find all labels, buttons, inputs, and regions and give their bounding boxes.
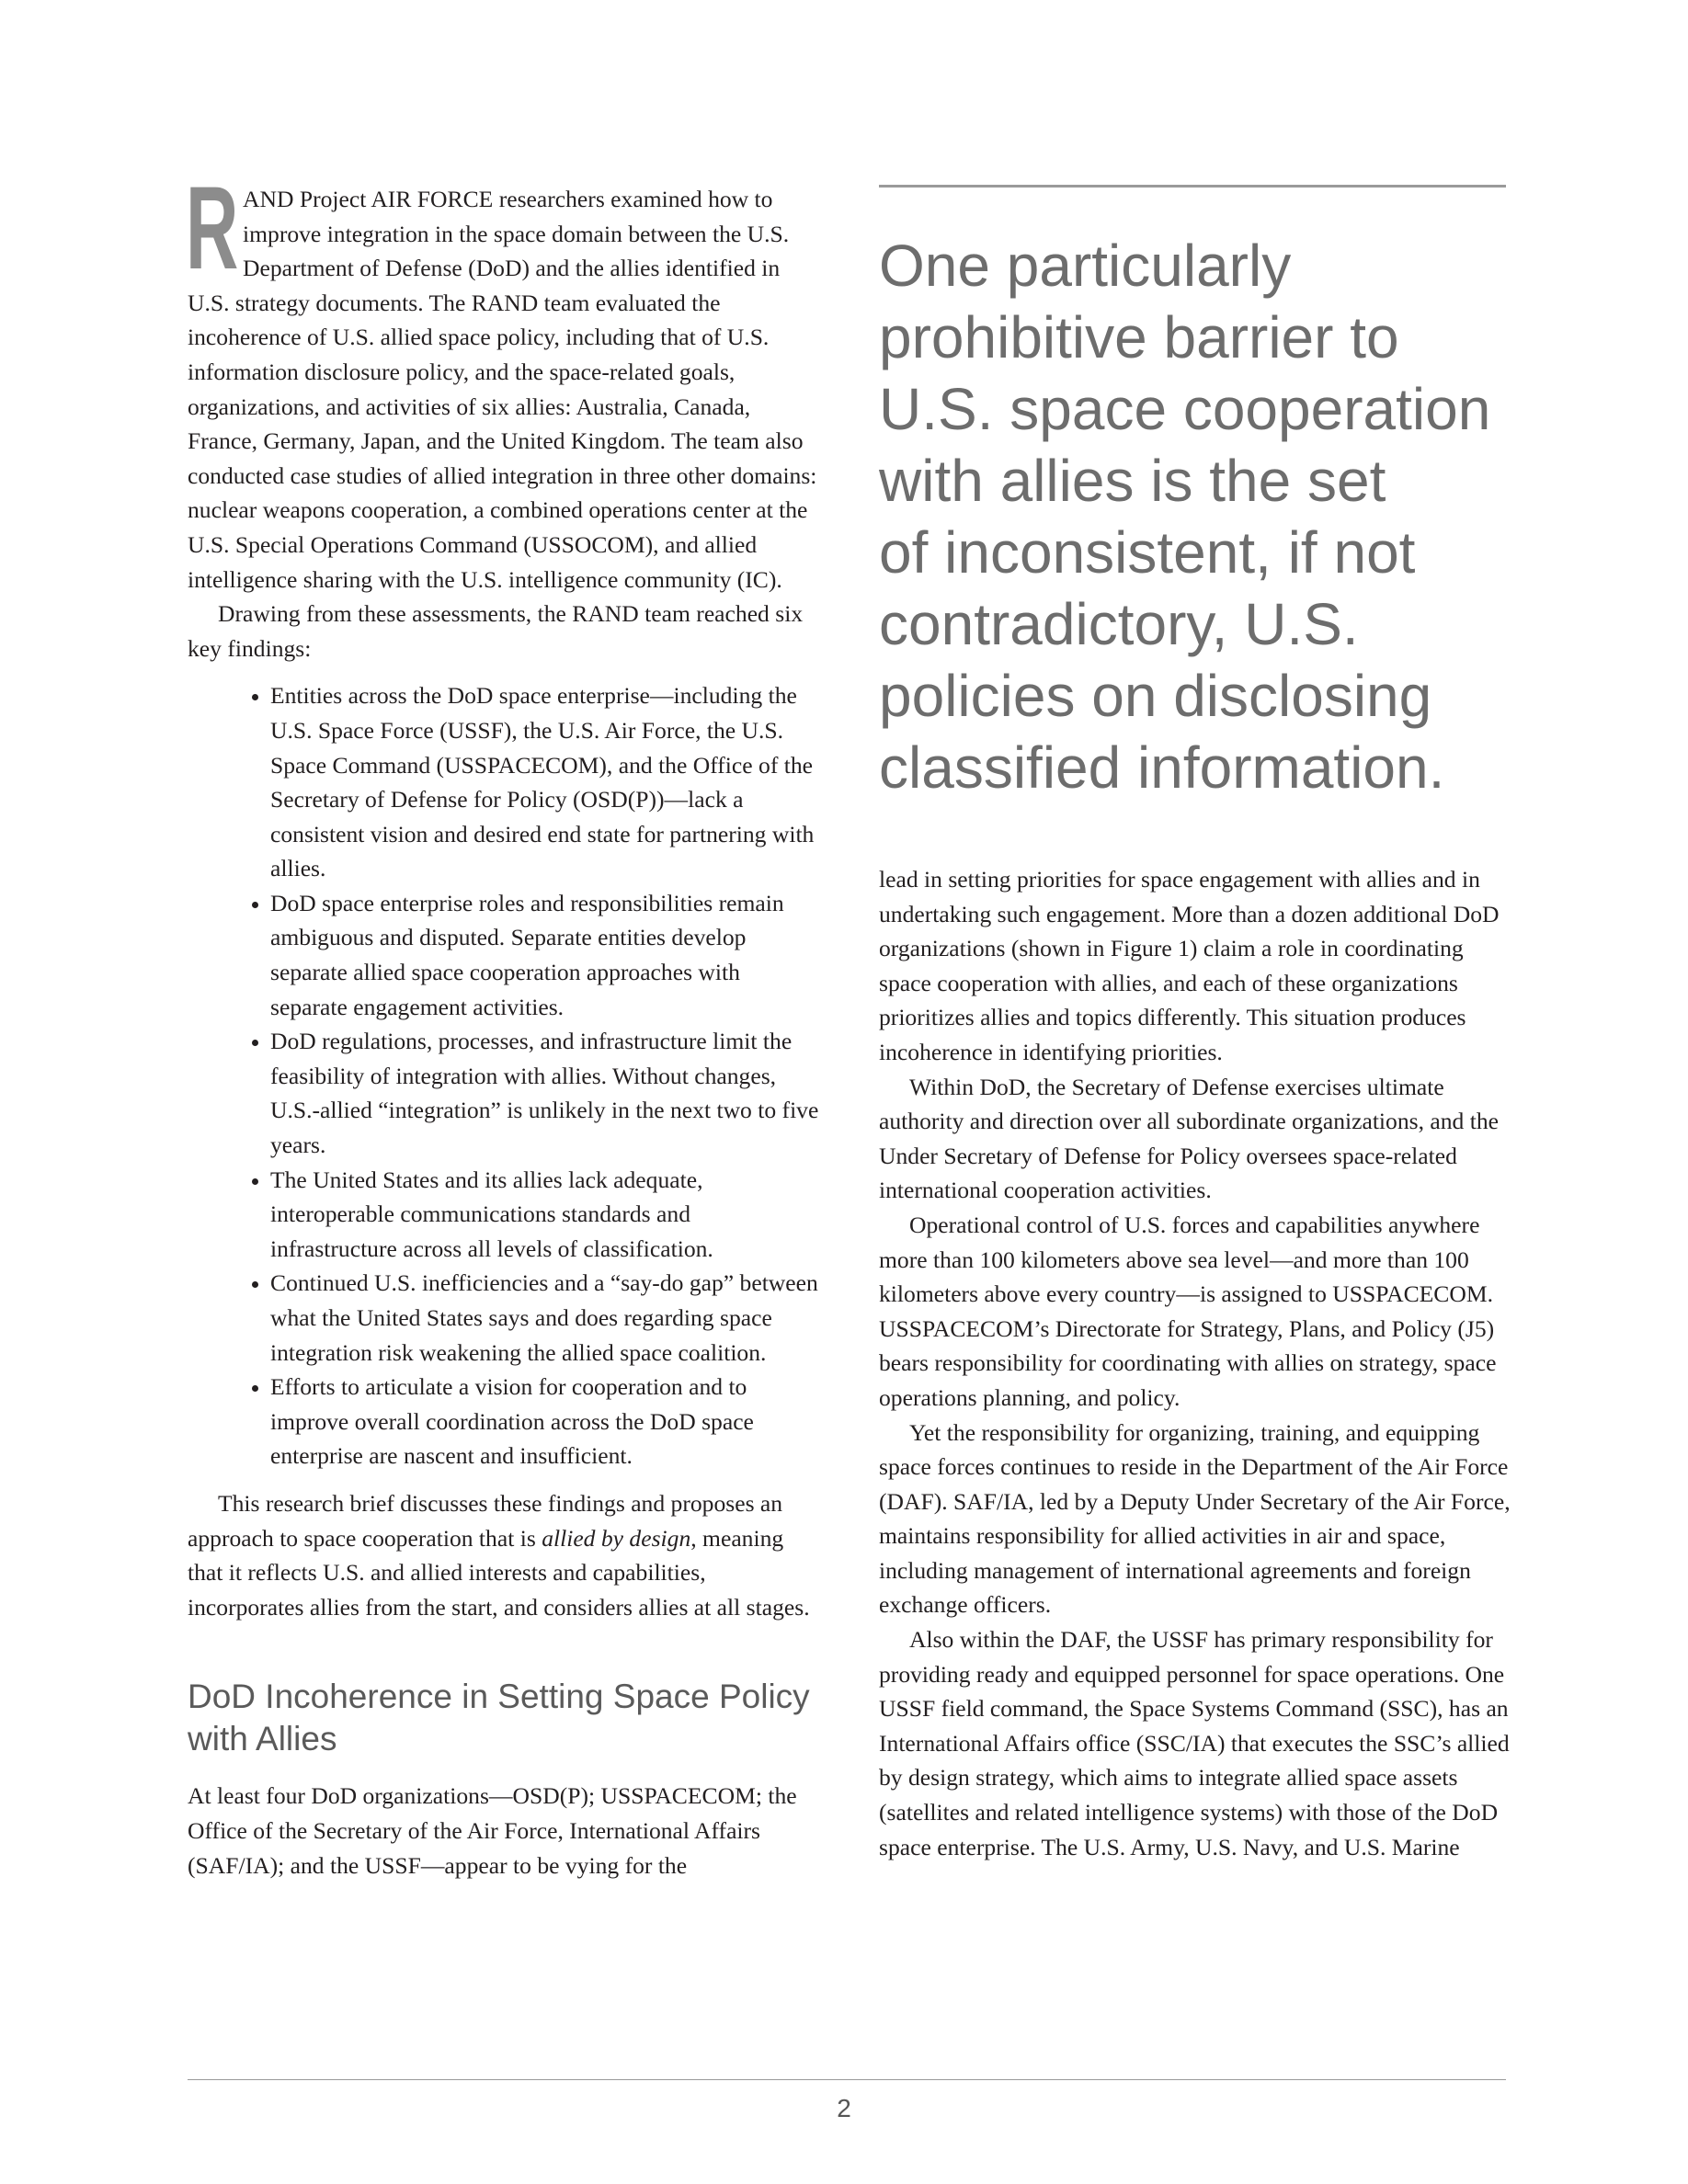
finding-item: • Entities across the DoD space enterprise—including the U.S. Space Force (USSF), the U.S. Air Force, the U.S. Space Command (USSPACECOM), and the Office of the Secretary of Defense for Policy (OSD(P))—lack a consistent vision and desired end state for partnering with allies. xyxy=(270,678,822,886)
finding-item: • The United States and its allies lack adequate, interoperable communications standards and infrastructure across all levels of classification. xyxy=(270,1163,822,1267)
pull-quote-line: contradictory, U.S. xyxy=(879,591,1359,657)
drop-cap: R xyxy=(186,163,239,294)
pull-quote-line: with allies is the set xyxy=(879,448,1386,514)
intro-text: AND Project AIR FORCE researchers examined how to improve integration in the space domain between the U.S. Department of Defense (DoD) and the allies identified in U.S. strategy documents. The RAND team evaluated the incoherence of U.S. allied space policy, including that of U.S. information disclosure policy, and the space-related goals, organizations, and activities of six allies: Australia, Canada, France, Germany, Japan, and the United Kingdom. The team also conducted case studies of allied integration in three other domains: nuclear weapons cooperation, a combined operations center at the U.S. Special Operations Command (USSOCOM), and allied intelligence sharing with the U.S. intelligence community (IC). xyxy=(188,186,817,593)
body-paragraph: Within DoD, the Secretary of Defense exercises ultimate authority and direction over all subordinate organizations, and the Under Secretary of Defense for Policy oversees space-related international cooperation activities. xyxy=(879,1073,1500,1204)
brief-emphasis: allied by design xyxy=(542,1524,691,1552)
finding-item: • DoD regulations, processes, and infrastructure limit the feasibility of integration with allies. Without changes, U.S.-allied “integration” is unlikely in the next two to five years. xyxy=(270,1024,822,1162)
pull-quote-line: One particularly xyxy=(879,233,1292,299)
pull-quote-line: of inconsistent, if not xyxy=(879,519,1416,586)
brief-paragraph xyxy=(188,1486,822,1624)
section-paragraph: At least four DoD organizations—OSD(P); USSPACECOM; the Office of the Secretary of the Air Force, International Affairs (SAF/IA); and the USSF—appear to be vying for the xyxy=(188,1782,797,1879)
pull-quote-line: U.S. space cooperation xyxy=(879,376,1491,442)
footer-rule xyxy=(188,2079,1506,2080)
right-column xyxy=(879,862,1513,1864)
body-paragraph: Yet the responsibility for organizing, training, and equipping space forces continues to reside in the Department of the Air Force (DAF). SAF/IA, led by a Deputy Under Secretary of the Air Force, maintains responsibility for allied activities in air and space, including management of international agreements and foreign exchange officers. xyxy=(879,1418,1511,1619)
pull-quote-line: classified information. xyxy=(879,734,1445,801)
findings-lead: Drawing from these assessments, the RAND team reached six key findings: xyxy=(188,600,804,662)
body-paragraph: Operational control of U.S. forces and capabilities anywhere more than 100 kilometers above sea level—and more than 100 kilometers above every country—is assigned to USSPACECOM. USSPACECOM’s Directorate for Strategy, Plans, and Policy (J5) bears responsibility for coordinating with allies on strategy, space operations planning, and policy. xyxy=(879,1211,1497,1411)
page-number: 2 xyxy=(837,2094,851,2122)
body-paragraph: Also within the DAF, the USSF has primary responsibility for providing ready and equipped personnel for space operations. One USSF field command, the Space Systems Command (SSC), has an International Affairs office (SSC/IA) that executes the SSC’s allied by design strategy, which aims to integrate allied space assets (satellites and related intelligence systems) with those of the DoD space enterprise. The U.S. Army, U.S. Navy, and U.S. Marine xyxy=(879,1626,1510,1860)
pull-quote-line: prohibitive barrier to xyxy=(879,304,1399,370)
finding-item: • Continued U.S. inefficiencies and a “say-do gap” between what the United States says and does regarding space integration risk weakening the allied space coalition. xyxy=(270,1266,822,1370)
finding-item: • DoD space enterprise roles and responsibilities remain ambiguous and disputed. Separate entities develop separate allied space cooperation approaches with separate engagement activities. xyxy=(270,886,822,1024)
brief-text-end: , meaning that it reflects U.S. and allied interests and capabilities, incorporates allies from the start, and considers allies at all stages. xyxy=(188,1524,810,1621)
pull-quote xyxy=(879,230,1523,803)
intro-paragraph xyxy=(186,163,822,597)
pull-quote-line: policies on disclosing xyxy=(879,663,1432,729)
body-paragraph: lead in setting priorities for space engagement with allies and in undertaking such engagement. More than a dozen additional DoD organizations (shown in Figure 1) claim a role in coordinating space cooperation with allies, and each of these organizations prioritizes allies and topics differently. This situation produces incoherence in identifying priorities. xyxy=(879,866,1500,1065)
left-column xyxy=(186,163,822,1883)
findings-list xyxy=(188,678,822,1473)
brief-text-start: This research brief discusses these findings and proposes an approach to space cooperation that is xyxy=(188,1489,783,1552)
finding-item: • Efforts to articulate a vision for cooperation and to improve overall coordination across the DoD space enterprise are nascent and insufficient. xyxy=(270,1370,822,1473)
pull-quote-rule xyxy=(879,185,1506,188)
section-heading: DoD Incoherence in Setting Space Policy with Allies xyxy=(188,1678,810,1758)
